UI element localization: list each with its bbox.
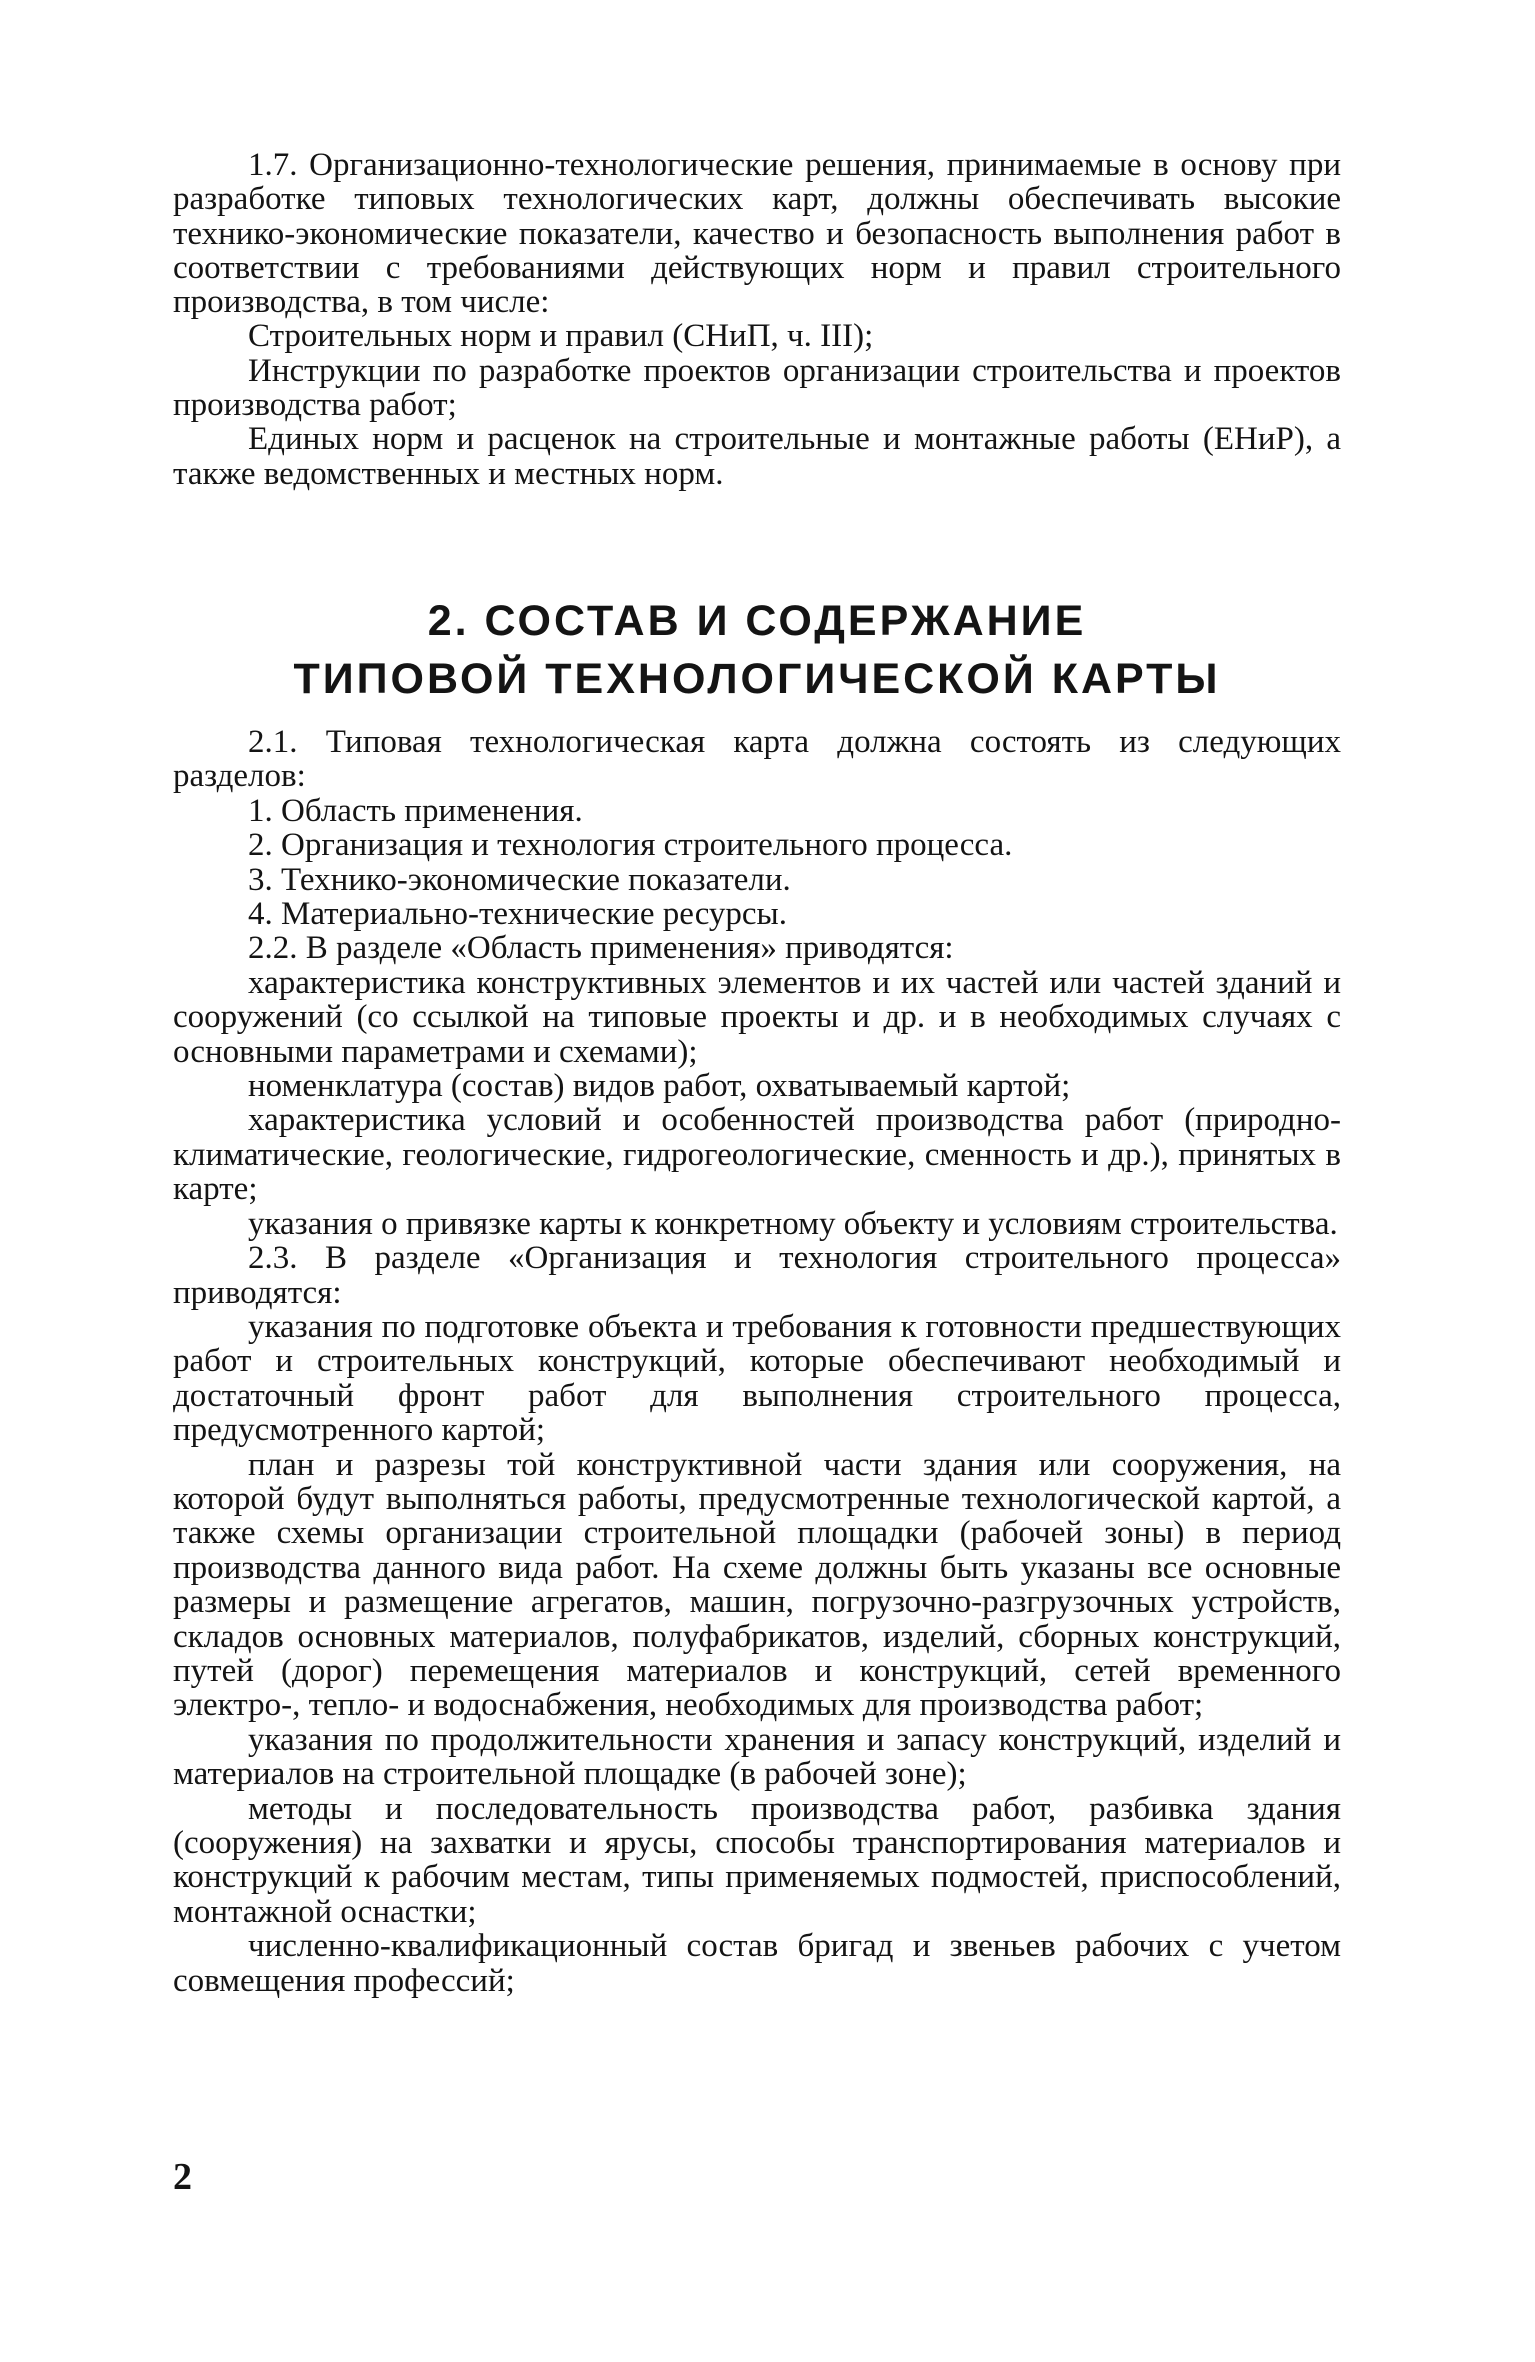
list-item-section-1: 1. Область применения. — [248, 792, 583, 829]
list-item-nomenclature: номенклатура (состав) видов работ, охватываемый картой; — [248, 1068, 1071, 1105]
heading-line-1: 2. СОСТАВ И СОДЕРЖАНИЕ — [427, 597, 1087, 645]
list-item-storage: указания по продолжительности хранения и запасу конструкций, изделий и материалов на строительной площадке (в рабочей зоне); — [173, 1721, 1341, 1793]
list-item-characteristics: характеристика конструктивных элементов и их частей или частей зданий и сооружений (со ссылкой на типовые проекты и др. и в необходимых случаях с основными параметрами и схемами); — [173, 964, 1341, 1070]
paragraph-2-3: 2.3. В разделе «Организация и технология строительного процесса» приводятся: — [173, 1240, 1341, 1311]
list-item-enir: Единых норм и расценок на строительные и монтажные работы (ЕНиР), а также ведомственных и местных норм. — [173, 421, 1341, 492]
page-number: 2 — [173, 2156, 192, 2198]
section-2-heading — [173, 592, 1341, 708]
list-item-section-3: 3. Технико-экономические показатели. — [248, 861, 791, 898]
list-item-binding: указания о привязке карты к конкретному объекту и условиям строительства. — [248, 1205, 1338, 1242]
list-item-preparation: указания по подготовке объекта и требования к готовности предшествующих работ и строительных конструкций, которые обеспечивают необходимый и достаточный фронт работ для выполнения строительного процесса, предусмотренного картой; — [173, 1308, 1341, 1449]
heading-line-2: ТИПОВОЙ ТЕХНОЛОГИЧЕСКОЙ КАРТЫ — [293, 655, 1221, 703]
list-item-snip: Строительных норм и правил (СНиП, ч. III); — [248, 318, 874, 355]
paragraph-1-7: 1.7. Организационно-технологические решения, принимаемые в основу при разработке типовых технологических карт, должны обеспечивать высокие технико-экономические показатели, качество и безопасность выполнения работ в соответствии с требованиями действующих норм и правил строительного производства, в том числе: — [173, 147, 1341, 321]
list-item-plan: план и разрезы той конструктивной части здания или сооружения, на которой будут выполняться работы, предусмотренные технологической картой, а также схемы организации строительной площадки (рабочей зоны) в период производства данного вида работ. На схеме должны быть указаны все основные размеры и размещение агрегатов, машин, погрузочно-разгрузочных устройств, складов основных материалов, полуфабрикатов, изделий, сборных конструкций, путей (дорог) перемещения материалов и конструкций, сетей временного электро-, тепло- и водоснабжения, необходимых для производства работ; — [173, 1446, 1341, 1724]
list-item-brigades: численно-квалификационный состав бригад и звеньев рабочих с учетом совмещения профессий; — [173, 1928, 1341, 1999]
list-item-methods: методы и последовательность производства работ, разбивка здания (сооружения) на захватки и ярусы, способы транспортирования материалов и конструкций к рабочим местам, типы применяемых подмостей, приспособлений, монтажной оснастки; — [173, 1790, 1341, 1930]
section-2-body — [173, 725, 1341, 1998]
paragraph-2-1: 2.1. Типовая технологическая карта должна состоять из следующих разделов: — [173, 724, 1341, 795]
list-item-section-4: 4. Материально-технические ресурсы. — [248, 896, 787, 933]
list-item-section-2: 2. Организация и технология строительного процесса. — [248, 827, 1013, 864]
list-item-conditions: характеристика условий и особенностей производства работ (природно-климатические, геологические, гидрогеологические, сменность и др.), принятых в карте; — [173, 1102, 1341, 1208]
section-1-7 — [173, 148, 1341, 491]
list-item-instruction: Инструкции по разработке проектов организации строительства и проектов производства работ; — [173, 352, 1341, 424]
paragraph-2-2: 2.2. В разделе «Область применения» приводятся: — [248, 930, 954, 967]
